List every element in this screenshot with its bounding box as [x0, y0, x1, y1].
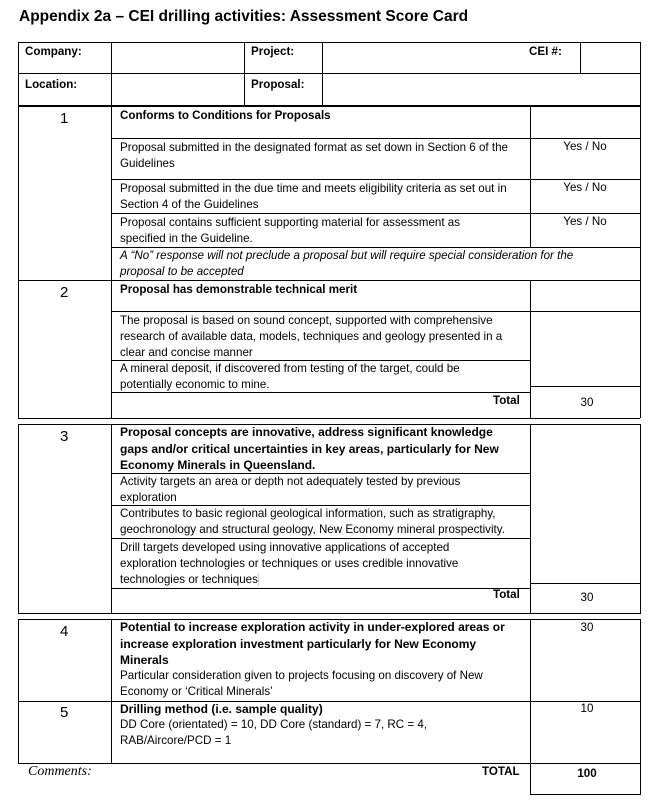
section-4-heading: Potential to increase exploration activity in under-explored areas or increase exploration investment particularly for New Economy Minerals — [120, 620, 505, 667]
criterion-3-3: Drill targets developed using innovative applications of accepted exploration technologies or techniques or uses credible innovative technologies or techniques — [120, 541, 459, 586]
section-5-heading: Drilling method (i.e. sample quality) — [120, 702, 323, 716]
comments-label: Comments: — [28, 764, 92, 779]
section-4-body: Particular consideration given to projects focusing on discovery of New Economy or ‘Critical Minerals’ — [120, 669, 483, 698]
section-1-note: A “No” response will not preclude a proposal but will require special consideration for the proposal to be accepted — [120, 249, 574, 278]
criterion-2-2: A mineral deposit, if discovered from testing of the target, could be potentially economic to mine. — [120, 362, 460, 391]
section-2-number: 2 — [60, 284, 69, 301]
project-label: Project: — [251, 45, 295, 58]
section-4-number: 4 — [60, 623, 69, 640]
criterion-1-2-score: Yes / No — [563, 181, 607, 194]
criterion-1-1-score: Yes / No — [563, 140, 607, 153]
section-1-number: 1 — [60, 110, 69, 127]
criterion-1-3: Proposal contains sufficient supporting material for assessment as specified in the Guideline. — [120, 216, 461, 245]
grand-total-label: TOTAL — [482, 765, 520, 778]
section-2-total: 30 — [580, 396, 594, 409]
cei-label: CEI #: — [529, 45, 562, 58]
criterion-3-2: Contributes to basic regional geological information, such as stratigraphy, geochronology and structural geology, New Economy mineral prospectivity. — [120, 507, 505, 536]
criterion-1-3-score: Yes / No — [563, 215, 607, 228]
section-4-score: 30 — [580, 621, 594, 634]
section-2-heading: Proposal has demonstrable technical merit — [120, 283, 358, 296]
criterion-1-1: Proposal submitted in the designated format as set down in Section 6 of the Guidelines — [120, 141, 508, 170]
section-1-heading: Conforms to Conditions for Proposals — [120, 109, 331, 122]
text-cursor — [258, 573, 259, 586]
proposal-label: Proposal: — [251, 78, 305, 91]
section-2-total-label: Total — [493, 394, 520, 407]
criterion-1-2: Proposal submitted in the due time and meets eligibility criteria as set out in Section 4 of the Guidelines — [120, 182, 507, 211]
grand-total: 100 — [577, 767, 597, 780]
location-label: Location: — [25, 78, 78, 91]
company-label: Company: — [25, 45, 82, 58]
section-5-number: 5 — [60, 704, 69, 721]
section-5-body: DD Core (orientated) = 10, DD Core (standard) = 7, RC = 4, RAB/Aircore/PCD = 1 — [120, 718, 428, 747]
section-3-total: 30 — [580, 591, 594, 604]
criterion-2-1: The proposal is based on sound concept, supported with comprehensive research of available data, models, techniques and geology presented in a clear and concise manner — [120, 314, 503, 359]
section-3-heading: Proposal concepts are innovative, address significant knowledge gaps and/or critical uncertainties in key areas, particularly for New Economy Minerals in Queensland. — [120, 425, 499, 472]
page-title: Appendix 2a – CEI drilling activities: Assessment Score Card — [19, 8, 469, 25]
section-3-total-label: Total — [493, 588, 520, 601]
section-5-score: 10 — [580, 702, 594, 715]
criterion-3-1: Activity targets an area or depth not adequately tested by previous exploration — [120, 475, 461, 504]
section-3-number: 3 — [60, 428, 69, 445]
